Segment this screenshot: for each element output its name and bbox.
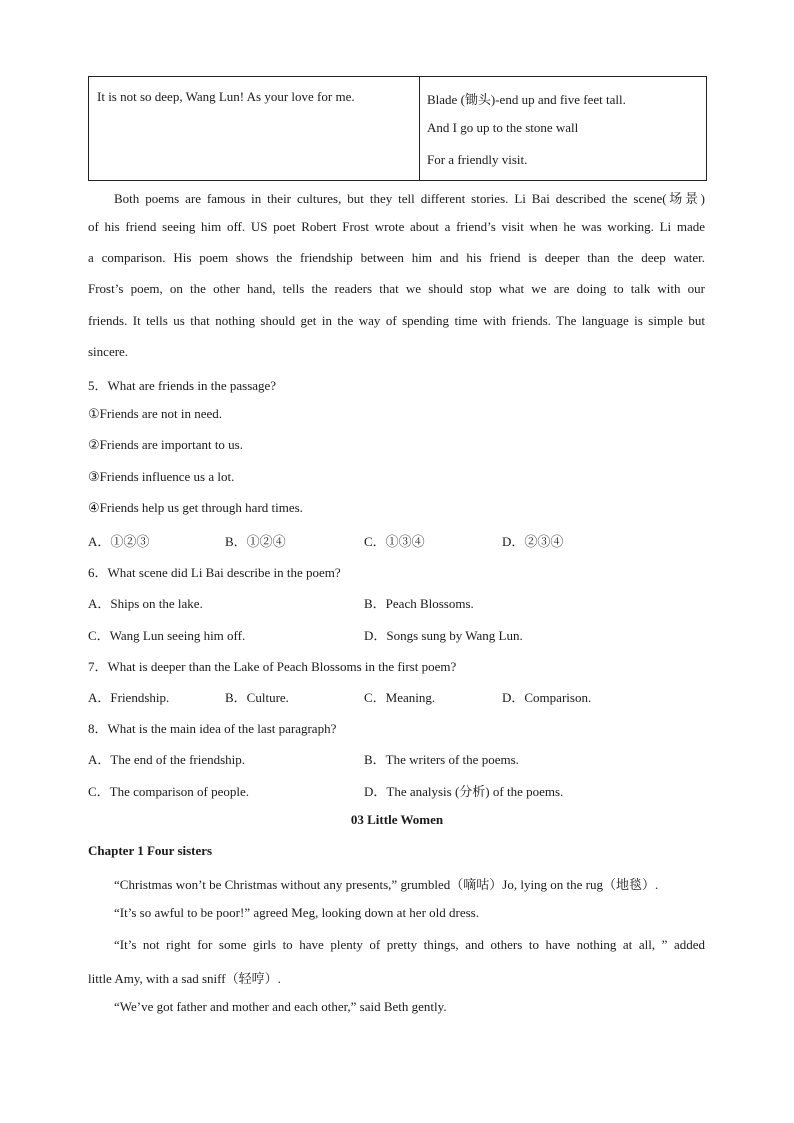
question-8-stem: 8．What is the main idea of the last paragraph? — [88, 721, 337, 736]
q7-option-b: B．Culture. — [225, 690, 289, 705]
statement-4: ④Friends help us get through hard times. — [88, 500, 303, 515]
poem-table — [88, 76, 707, 181]
question-5-stem: 5．What are friends in the passage? — [88, 378, 277, 393]
q6-option-b: B．Peach Blossoms. — [364, 596, 474, 611]
q7-option-d: D．Comparison. — [502, 690, 592, 705]
section-title: 03 Little Women — [350, 812, 444, 827]
q7-option-c: C．Meaning. — [364, 690, 436, 705]
table-divider — [419, 77, 420, 180]
q5-option-d: D．②③④ — [502, 534, 564, 549]
story-line-2: “It’s so awful to be poor!” agreed Meg, looking down at her old dress. — [114, 905, 479, 920]
poem-right-line-1: Blade (锄头)-end up and five feet tall. — [427, 92, 626, 107]
q7-option-a: A．Friendship. — [88, 690, 170, 705]
q8-option-b: B．The writers of the poems. — [364, 752, 519, 767]
poem-right-line-3: For a friendly visit. — [427, 152, 528, 167]
q6-option-c: C．Wang Lun seeing him off. — [88, 628, 246, 643]
passage-line-3: a comparison. His poem shows the friendship between him and his friend is deeper than the deep water. — [88, 250, 705, 265]
poem-left-line: It is not so deep, Wang Lun! As your love for me. — [97, 89, 355, 104]
statement-3: ③Friends influence us a lot. — [88, 469, 235, 484]
q5-option-c: C．①③④ — [364, 534, 425, 549]
q5-option-a: A．①②③ — [88, 534, 150, 549]
q5-option-b: B．①②④ — [225, 534, 286, 549]
chapter-title: Chapter 1 Four sisters — [88, 843, 213, 858]
passage-line-1: Both poems are famous in their cultures, but they tell different stories. Li Bai described the scene(场景) — [114, 191, 705, 206]
q6-option-d: D．Songs sung by Wang Lun. — [364, 628, 523, 643]
statement-2: ②Friends are important to us. — [88, 437, 243, 452]
q8-option-c: C．The comparison of people. — [88, 784, 250, 799]
q8-option-d: D．The analysis (分析) of the poems. — [364, 784, 564, 799]
story-line-4: little Amy, with a sad sniff（轻哼）. — [88, 971, 281, 986]
story-line-3: “It’s not right for some girls to have plenty of pretty things, and others to have nothing at all, ” added — [114, 937, 705, 952]
q8-option-a: A．The end of the friendship. — [88, 752, 246, 767]
passage-line-4: Frost’s poem, on the other hand, tells the readers that we should stop what we are doing to talk with our — [88, 281, 705, 296]
passage-line-5: friends. It tells us that nothing should get in the way of spending time with friends. The language is simple but — [88, 313, 705, 328]
story-line-5: “We’ve got father and mother and each other,” said Beth gently. — [114, 999, 447, 1014]
question-7-stem: 7．What is deeper than the Lake of Peach Blossoms in the first poem? — [88, 659, 457, 674]
passage-line-6: sincere. — [88, 344, 129, 359]
q6-option-a: A．Ships on the lake. — [88, 596, 203, 611]
question-6-stem: 6．What scene did Li Bai describe in the poem? — [88, 565, 341, 580]
poem-right-line-2: And I go up to the stone wall — [427, 120, 579, 135]
statement-1: ①Friends are not in need. — [88, 406, 223, 421]
story-line-1: “Christmas won’t be Christmas without any presents,” grumbled（嘀咕）Jo, lying on the rug（地毯）. — [114, 877, 659, 892]
passage-line-2: of his friend seeing him off. US poet Robert Frost wrote about a friend’s visit when he was working. Li made — [88, 219, 705, 234]
